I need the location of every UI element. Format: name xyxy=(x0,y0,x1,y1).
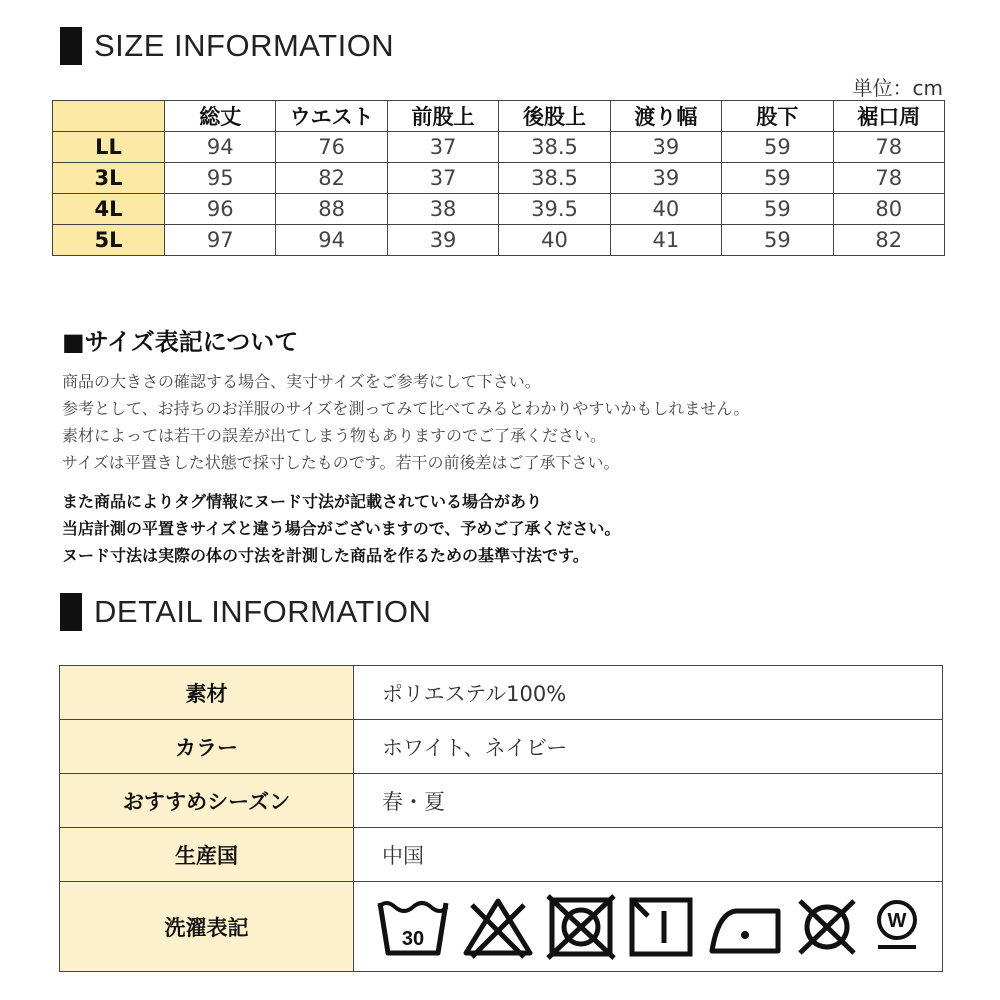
table-cell: 82 xyxy=(833,225,944,256)
column-header: 股下 xyxy=(722,101,833,132)
column-header: 渡り幅 xyxy=(610,101,721,132)
table-cell: 95 xyxy=(165,163,276,194)
table-cell: 88 xyxy=(276,194,387,225)
wet-clean-icon xyxy=(872,895,922,959)
table-cell: 59 xyxy=(722,225,833,256)
table-cell: 96 xyxy=(165,194,276,225)
note-line: サイズは平置きした状態で採寸したものです。若干の前後差はご了承下さい。 xyxy=(62,453,620,472)
table-row xyxy=(53,194,945,225)
table-cell: 94 xyxy=(165,132,276,163)
table-cell: 40 xyxy=(499,225,610,256)
table-cell: 76 xyxy=(276,132,387,163)
table-cell: 39 xyxy=(610,163,721,194)
detail-value: 中国 xyxy=(354,828,943,882)
table-row xyxy=(53,132,945,163)
table-cell: 82 xyxy=(276,163,387,194)
table-cell: 97 xyxy=(165,225,276,256)
size-label: 4L xyxy=(53,194,165,225)
table-cell: 38.5 xyxy=(499,132,610,163)
column-header: 総丈 xyxy=(165,101,276,132)
table-row xyxy=(60,882,943,972)
wash-30-icon xyxy=(376,895,450,959)
table-row xyxy=(53,163,945,194)
size-label: 3L xyxy=(53,163,165,194)
detail-label: 生産国 xyxy=(60,828,354,882)
table-cell: 80 xyxy=(833,194,944,225)
table-row xyxy=(60,774,943,828)
care-icons-cell xyxy=(354,882,943,972)
size-table-header xyxy=(53,101,945,132)
heading-bar xyxy=(60,27,82,65)
size-label: LL xyxy=(53,132,165,163)
note-line-bold: また商品によりタグ情報にヌード寸法が記載されている場合があり xyxy=(62,492,543,511)
size-table xyxy=(52,100,945,256)
table-cell: 59 xyxy=(722,163,833,194)
note-line: 商品の大きさの確認する場合、実寸サイズをご参考にして下さい。 xyxy=(62,372,541,391)
size-notes xyxy=(62,368,749,476)
table-cell: 37 xyxy=(387,132,498,163)
detail-label: カラー xyxy=(60,720,354,774)
table-cell: 37 xyxy=(387,163,498,194)
heading-bar xyxy=(60,593,82,631)
size-notes-title: ■サイズ表記について xyxy=(62,328,299,356)
column-header: 裾口周 xyxy=(833,101,944,132)
table-row xyxy=(53,225,945,256)
detail-information-heading xyxy=(60,592,431,632)
table-row xyxy=(60,828,943,882)
table-cell: 38.5 xyxy=(499,163,610,194)
table-cell: 40 xyxy=(610,194,721,225)
detail-value: ホワイト、ネイビー xyxy=(354,720,943,774)
table-row xyxy=(60,720,943,774)
no-tumble-dry-icon xyxy=(546,894,616,960)
size-information-heading xyxy=(60,26,394,66)
no-dry-clean-icon xyxy=(794,895,860,959)
detail-information-title: DETAIL INFORMATION xyxy=(94,594,432,629)
table-cell: 59 xyxy=(722,194,833,225)
note-line-bold: 当店計測の平置きサイズと違う場合がございますので、予めご了承ください。 xyxy=(62,519,621,538)
table-row xyxy=(60,666,943,720)
wash-temperature: 30 xyxy=(401,927,425,950)
table-cell: 39.5 xyxy=(499,194,610,225)
detail-table xyxy=(59,665,943,972)
iron-low-icon xyxy=(706,897,782,957)
size-label: 5L xyxy=(53,225,165,256)
nude-size-notes xyxy=(62,488,620,569)
table-cell: 78 xyxy=(833,163,944,194)
table-cell: 41 xyxy=(610,225,721,256)
note-line-bold: ヌード寸法は実際の体の寸法を計測した商品を作るための基準寸法です。 xyxy=(62,546,589,565)
unit-label: 単位：cm xyxy=(852,76,943,100)
table-cell: 39 xyxy=(610,132,721,163)
table-cell: 78 xyxy=(833,132,944,163)
column-header: 前股上 xyxy=(387,101,498,132)
column-header: ウエスト xyxy=(276,101,387,132)
detail-value: ポリエステル100% xyxy=(354,666,943,720)
care-label: 洗濯表記 xyxy=(60,882,354,972)
detail-value: 春・夏 xyxy=(354,774,943,828)
note-line: 参考として、お持ちのお洋服のサイズを測ってみて比べてみるとわかりやすいかもしれません。 xyxy=(62,399,750,418)
detail-label: おすすめシーズン xyxy=(60,774,354,828)
table-cell: 38 xyxy=(387,194,498,225)
size-table-corner xyxy=(53,101,165,132)
wet-clean-letter: W xyxy=(887,909,907,932)
size-information-title: SIZE INFORMATION xyxy=(94,28,395,63)
care-icons xyxy=(372,894,942,960)
no-bleach-icon xyxy=(462,895,534,959)
table-cell: 94 xyxy=(276,225,387,256)
table-cell: 39 xyxy=(387,225,498,256)
line-dry-shade-icon xyxy=(628,895,694,959)
detail-label: 素材 xyxy=(60,666,354,720)
note-line: 素材によっては若干の誤差が出てしまう物もありますのでご了承ください。 xyxy=(62,426,607,445)
table-cell: 59 xyxy=(722,132,833,163)
column-header: 後股上 xyxy=(499,101,610,132)
